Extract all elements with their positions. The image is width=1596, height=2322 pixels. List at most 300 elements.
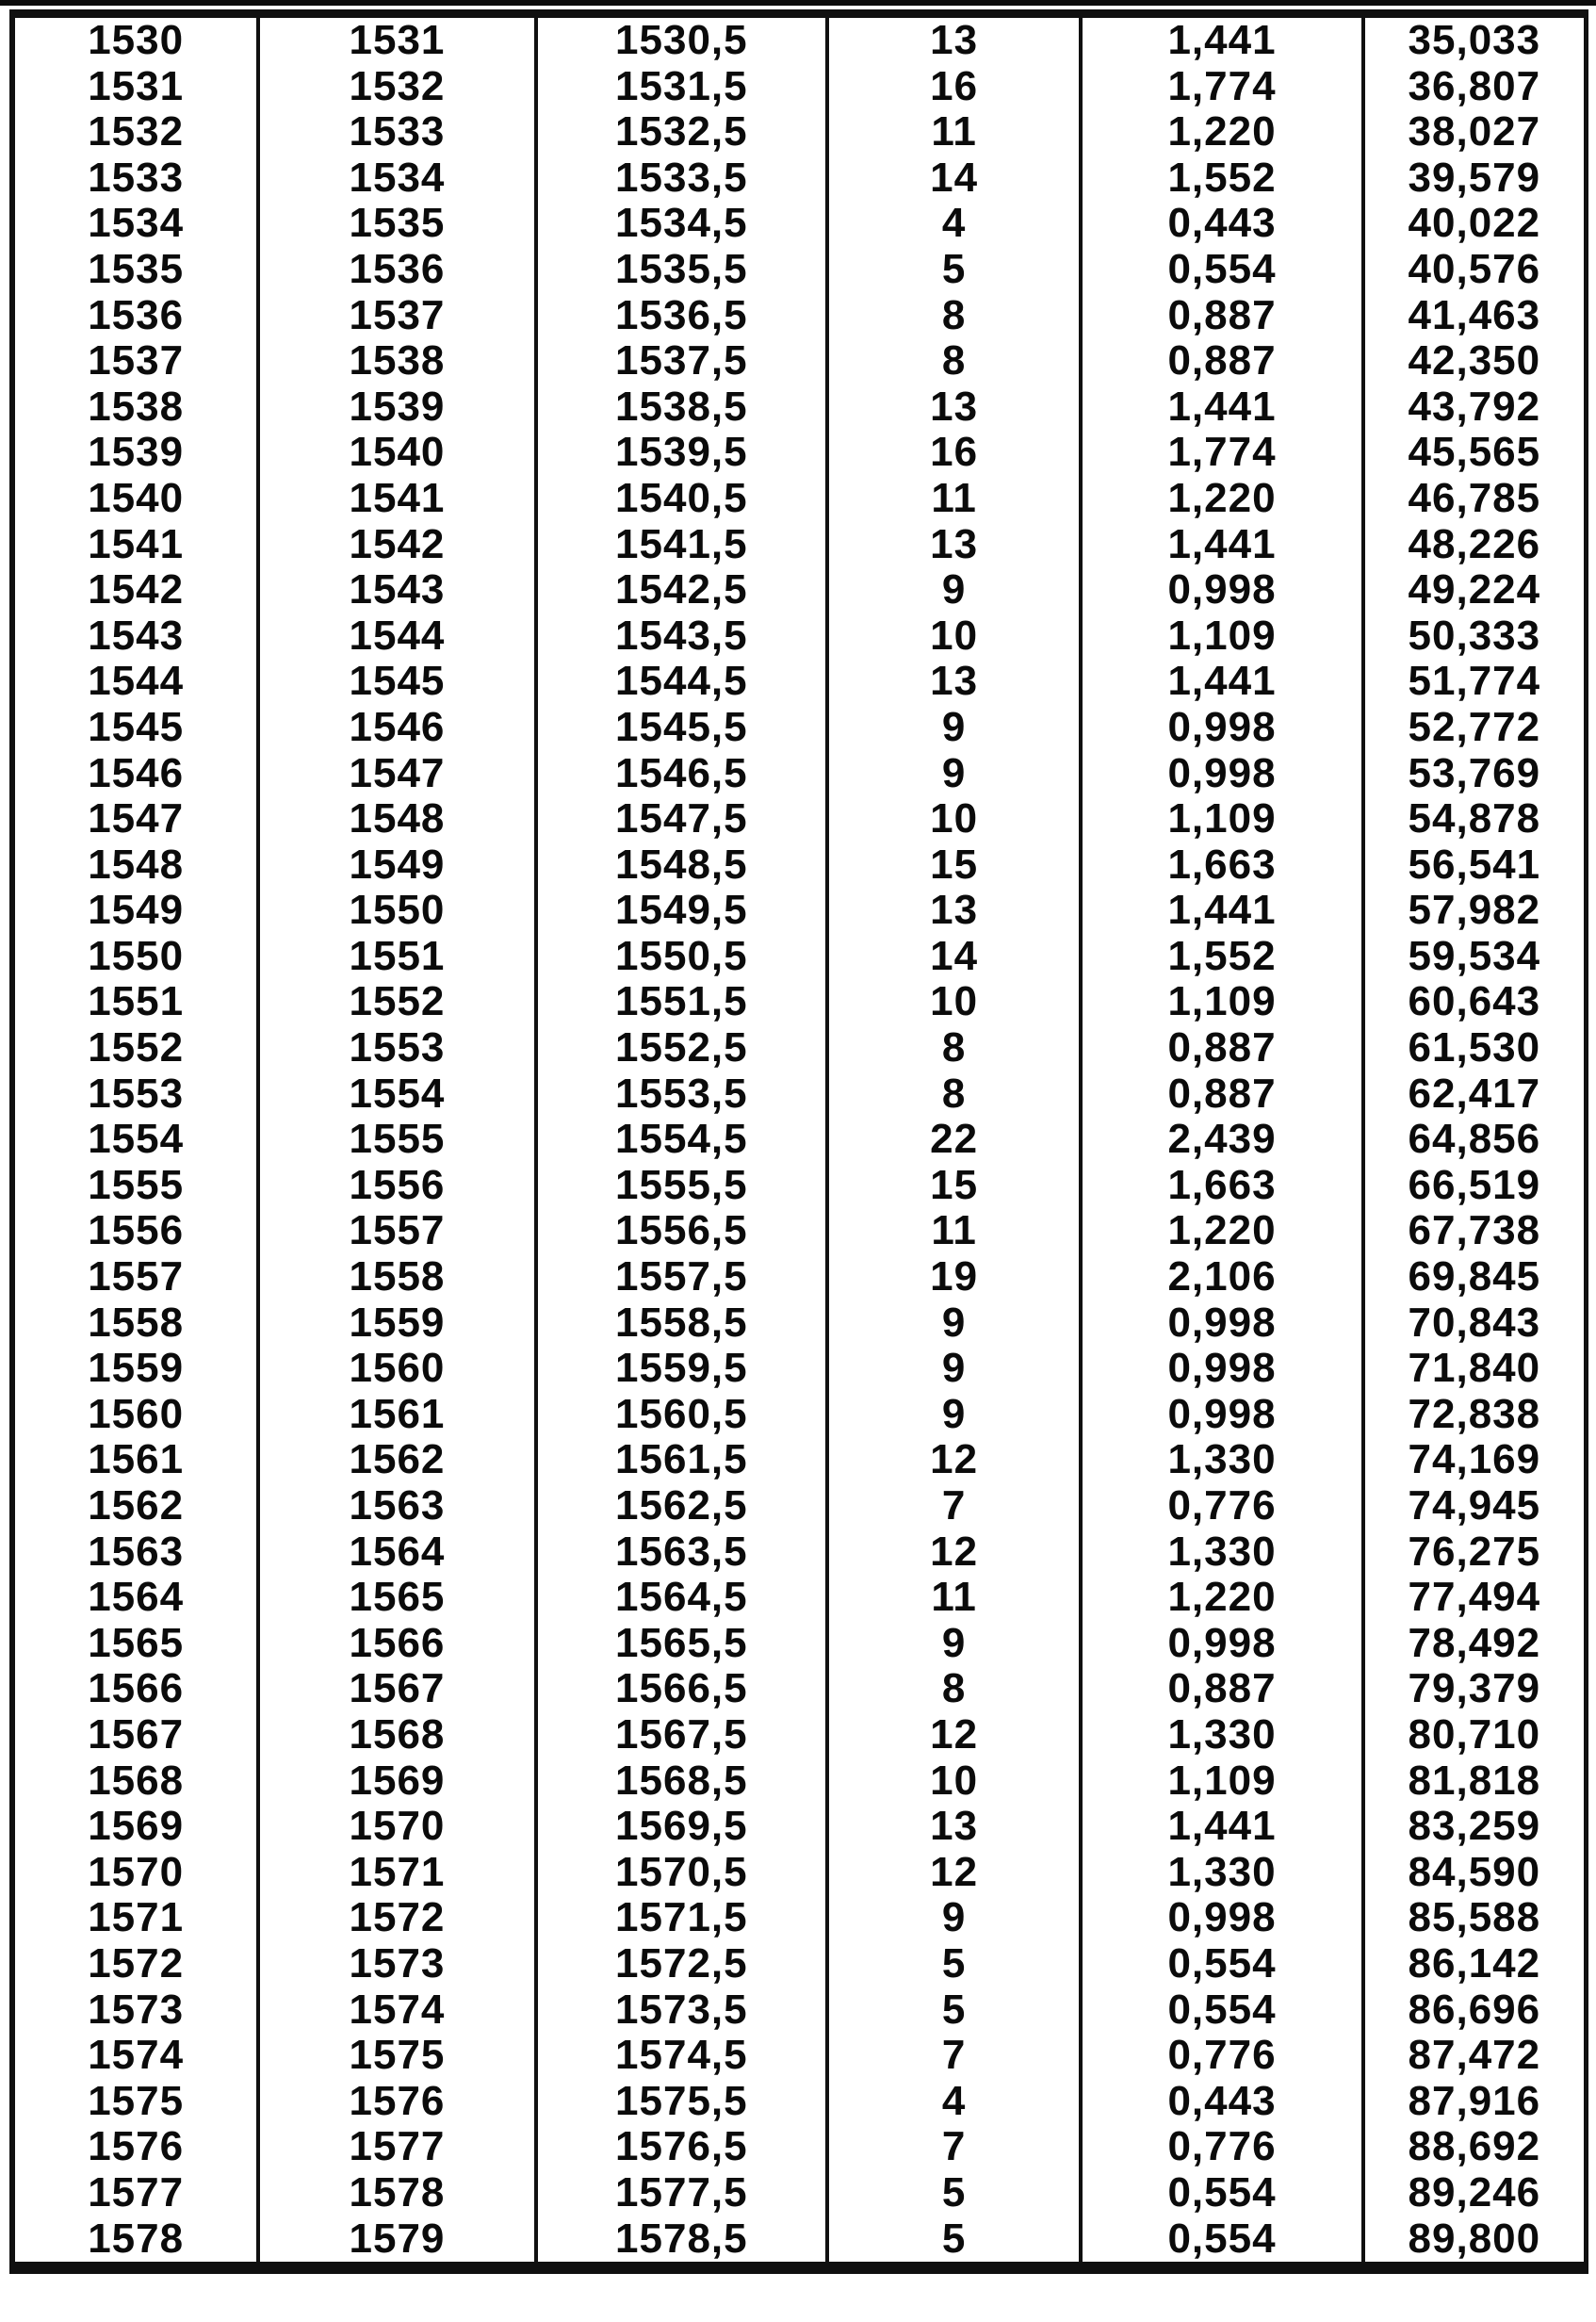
cell-frequency: 8 — [827, 338, 1081, 384]
cell-cumulative-percentage: 67,738 — [1408, 1208, 1541, 1254]
cell-cumulative-percentage: 56,541 — [1408, 842, 1541, 888]
cell-midpoint-year: 1566,5 — [536, 1666, 827, 1712]
cell-percentage: 1,109 — [1081, 796, 1362, 842]
cell-frequency: 10 — [827, 613, 1081, 660]
cell-period-start-year: 1551 — [15, 979, 258, 1025]
cell-period-start-year: 1560 — [15, 1392, 258, 1438]
cell-midpoint-year: 1553,5 — [536, 1071, 827, 1118]
cell-frequency: 13 — [827, 18, 1081, 64]
cell-period-end-year: 1542 — [258, 522, 535, 568]
cell-cumulative-percentage: 60,643 — [1408, 979, 1541, 1025]
cell-cumulative-percentage: 53,769 — [1408, 750, 1541, 796]
cell-midpoint-year: 1560,5 — [536, 1392, 827, 1438]
cell-frequency: 13 — [827, 659, 1081, 705]
cell-cumulative-percentage: 45,565 — [1408, 430, 1541, 476]
cell-cumulative-percentage: 88,692 — [1408, 2124, 1541, 2170]
cell-frequency: 8 — [827, 1025, 1081, 1071]
table-row — [15, 522, 1584, 568]
cell-period-start-year: 1547 — [15, 796, 258, 842]
cell-period-end-year: 1554 — [258, 1071, 535, 1118]
cell-percentage: 1,220 — [1081, 1208, 1362, 1254]
table-row — [15, 659, 1584, 705]
cell-period-start-year: 1535 — [15, 247, 258, 293]
cell-cumulative-percentage: 66,519 — [1408, 1162, 1541, 1208]
cell-frequency: 9 — [827, 1300, 1081, 1347]
table-body — [15, 18, 1584, 2262]
cell-percentage: 0,887 — [1081, 1666, 1362, 1712]
cell-cumulative-percentage: 86,142 — [1408, 1940, 1541, 1987]
cell-cumulative-percentage: 78,492 — [1408, 1620, 1541, 1666]
cell-period-start-year: 1571 — [15, 1895, 258, 1941]
cell-frequency: 13 — [827, 384, 1081, 431]
cell-period-start-year: 1557 — [15, 1254, 258, 1300]
cell-period-end-year: 1541 — [258, 476, 535, 522]
cell-frequency: 14 — [827, 934, 1081, 980]
cell-midpoint-year: 1531,5 — [536, 64, 827, 110]
cell-cumulative-percentage: 40,576 — [1408, 246, 1541, 292]
cell-frequency: 9 — [827, 1621, 1081, 1667]
cell-percentage: 1,441 — [1081, 659, 1362, 705]
scan-edge-artifact — [0, 0, 1596, 6]
cell-frequency: 8 — [827, 1666, 1081, 1712]
cell-midpoint-year: 1570,5 — [536, 1850, 827, 1896]
cell-frequency: 9 — [827, 1392, 1081, 1438]
cell-percentage: 1,774 — [1081, 64, 1362, 110]
cell-frequency: 11 — [827, 476, 1081, 522]
cell-cumulative-percentage: 89,246 — [1408, 2169, 1541, 2216]
cell-midpoint-year: 1550,5 — [536, 934, 827, 980]
cell-cumulative-percentage: 89,800 — [1408, 2216, 1541, 2262]
cell-percentage: 0,443 — [1081, 2079, 1362, 2125]
cell-percentage: 2,106 — [1081, 1254, 1362, 1300]
cell-cumulative-percentage: 46,785 — [1408, 475, 1541, 521]
cell-period-start-year: 1576 — [15, 2124, 258, 2170]
cell-midpoint-year: 1539,5 — [536, 430, 827, 476]
cell-percentage: 1,552 — [1081, 155, 1362, 202]
table-row — [15, 1941, 1584, 1987]
cell-period-end-year: 1568 — [258, 1712, 535, 1758]
cell-frequency: 4 — [827, 2079, 1081, 2125]
cell-period-end-year: 1571 — [258, 1850, 535, 1896]
cell-period-end-year: 1546 — [258, 705, 535, 751]
cell-period-start-year: 1562 — [15, 1483, 258, 1529]
cell-midpoint-year: 1532,5 — [536, 109, 827, 155]
cell-frequency: 16 — [827, 430, 1081, 476]
table-row — [15, 1529, 1584, 1576]
cell-period-start-year: 1568 — [15, 1758, 258, 1805]
cell-cumulative-percentage: 35,033 — [1408, 18, 1541, 63]
table-row — [15, 842, 1584, 889]
data-table-frame — [9, 9, 1588, 2274]
cell-period-start-year: 1543 — [15, 613, 258, 660]
cell-period-end-year: 1553 — [258, 1025, 535, 1071]
cell-midpoint-year: 1552,5 — [536, 1025, 827, 1071]
cell-period-start-year: 1545 — [15, 705, 258, 751]
cell-period-start-year: 1564 — [15, 1575, 258, 1621]
cell-period-end-year: 1560 — [258, 1346, 535, 1392]
table-row — [15, 1804, 1584, 1850]
cell-frequency: 4 — [827, 201, 1081, 247]
table-row — [15, 1621, 1584, 1667]
cell-frequency: 9 — [827, 567, 1081, 613]
cell-frequency: 14 — [827, 155, 1081, 202]
cell-period-end-year: 1538 — [258, 338, 535, 384]
cell-period-end-year: 1558 — [258, 1254, 535, 1300]
cell-period-end-year: 1557 — [258, 1208, 535, 1254]
cell-midpoint-year: 1564,5 — [536, 1575, 827, 1621]
table-row — [15, 18, 1584, 64]
cell-midpoint-year: 1563,5 — [536, 1529, 827, 1576]
cell-period-end-year: 1548 — [258, 796, 535, 842]
cell-period-end-year: 1563 — [258, 1483, 535, 1529]
cell-midpoint-year: 1543,5 — [536, 613, 827, 660]
cell-cumulative-percentage: 77,494 — [1408, 1575, 1541, 1621]
cell-midpoint-year: 1535,5 — [536, 247, 827, 293]
cell-percentage: 0,554 — [1081, 1941, 1362, 1987]
cell-period-start-year: 1572 — [15, 1941, 258, 1987]
cell-midpoint-year: 1554,5 — [536, 1117, 827, 1163]
cell-cumulative-percentage: 50,333 — [1408, 613, 1541, 659]
cell-period-end-year: 1559 — [258, 1300, 535, 1347]
cell-cumulative-percentage: 83,259 — [1408, 1804, 1541, 1850]
cell-cumulative-percentage: 80,710 — [1408, 1711, 1541, 1758]
cell-percentage: 0,776 — [1081, 1483, 1362, 1529]
cell-frequency: 5 — [827, 2170, 1081, 2216]
cell-period-end-year: 1577 — [258, 2124, 535, 2170]
frequency-table — [15, 18, 1584, 2262]
cell-period-start-year: 1533 — [15, 155, 258, 202]
table-row — [15, 1666, 1584, 1712]
table-row — [15, 109, 1584, 155]
cell-period-start-year: 1536 — [15, 293, 258, 339]
cell-period-start-year: 1540 — [15, 476, 258, 522]
cell-frequency: 13 — [827, 1804, 1081, 1850]
table-row — [15, 155, 1584, 202]
cell-cumulative-percentage: 38,027 — [1408, 109, 1541, 155]
cell-cumulative-percentage: 64,856 — [1408, 1117, 1541, 1163]
cell-period-start-year: 1548 — [15, 842, 258, 889]
cell-cumulative-percentage: 74,945 — [1408, 1483, 1541, 1529]
cell-percentage: 0,887 — [1081, 1025, 1362, 1071]
cell-frequency: 22 — [827, 1117, 1081, 1163]
cell-period-end-year: 1564 — [258, 1529, 535, 1576]
cell-percentage: 0,998 — [1081, 567, 1362, 613]
cell-frequency: 5 — [827, 1987, 1081, 2034]
cell-period-start-year: 1578 — [15, 2216, 258, 2263]
cell-period-start-year: 1561 — [15, 1437, 258, 1483]
cell-percentage: 1,109 — [1081, 979, 1362, 1025]
table-row — [15, 1850, 1584, 1896]
cell-frequency: 10 — [827, 1758, 1081, 1805]
cell-percentage: 1,330 — [1081, 1850, 1362, 1896]
cell-frequency: 12 — [827, 1712, 1081, 1758]
cell-period-end-year: 1561 — [258, 1392, 535, 1438]
cell-frequency: 5 — [827, 247, 1081, 293]
table-row — [15, 705, 1584, 751]
cell-period-start-year: 1563 — [15, 1529, 258, 1576]
cell-midpoint-year: 1562,5 — [536, 1483, 827, 1529]
cell-cumulative-percentage: 69,845 — [1408, 1254, 1541, 1300]
cell-period-start-year: 1573 — [15, 1987, 258, 2034]
table-row — [15, 888, 1584, 934]
cell-cumulative-percentage: 81,818 — [1408, 1758, 1541, 1804]
cell-percentage: 1,774 — [1081, 430, 1362, 476]
cell-period-end-year: 1574 — [258, 1987, 535, 2034]
table-row — [15, 1025, 1584, 1071]
cell-frequency: 9 — [827, 1895, 1081, 1941]
cell-percentage: 0,998 — [1081, 1895, 1362, 1941]
table-row — [15, 1575, 1584, 1621]
cell-period-end-year: 1556 — [258, 1163, 535, 1209]
cell-period-end-year: 1566 — [258, 1621, 535, 1667]
cell-frequency: 12 — [827, 1529, 1081, 1576]
cell-midpoint-year: 1558,5 — [536, 1300, 827, 1347]
cell-cumulative-percentage: 52,772 — [1408, 704, 1541, 750]
cell-percentage: 0,887 — [1081, 338, 1362, 384]
cell-midpoint-year: 1549,5 — [536, 888, 827, 934]
table-row — [15, 934, 1584, 980]
cell-midpoint-year: 1551,5 — [536, 979, 827, 1025]
cell-frequency: 15 — [827, 1163, 1081, 1209]
cell-cumulative-percentage: 48,226 — [1408, 521, 1541, 567]
cell-period-start-year: 1567 — [15, 1712, 258, 1758]
cell-period-start-year: 1554 — [15, 1117, 258, 1163]
cell-midpoint-year: 1557,5 — [536, 1254, 827, 1300]
cell-period-end-year: 1532 — [258, 64, 535, 110]
cell-cumulative-percentage: 41,463 — [1408, 292, 1541, 338]
cell-percentage: 0,776 — [1081, 2124, 1362, 2170]
cell-percentage: 1,441 — [1081, 888, 1362, 934]
cell-frequency: 9 — [827, 751, 1081, 797]
cell-midpoint-year: 1567,5 — [536, 1712, 827, 1758]
cell-frequency: 5 — [827, 2216, 1081, 2263]
cell-percentage: 0,887 — [1081, 293, 1362, 339]
cell-period-end-year: 1573 — [258, 1941, 535, 1987]
table-row — [15, 1712, 1584, 1758]
cell-period-start-year: 1542 — [15, 567, 258, 613]
cell-period-start-year: 1537 — [15, 338, 258, 384]
table-row — [15, 613, 1584, 660]
cell-period-start-year: 1539 — [15, 430, 258, 476]
cell-percentage: 1,552 — [1081, 934, 1362, 980]
cell-period-start-year: 1558 — [15, 1300, 258, 1347]
cell-cumulative-percentage: 79,379 — [1408, 1666, 1541, 1712]
cell-cumulative-percentage: 84,590 — [1408, 1849, 1541, 1895]
cell-period-end-year: 1578 — [258, 2170, 535, 2216]
cell-midpoint-year: 1548,5 — [536, 842, 827, 889]
cell-cumulative-percentage: 72,838 — [1408, 1391, 1541, 1437]
table-row — [15, 1254, 1584, 1300]
cell-cumulative-percentage: 39,579 — [1408, 155, 1541, 201]
cell-frequency: 15 — [827, 842, 1081, 889]
cell-midpoint-year: 1530,5 — [536, 18, 827, 64]
cell-period-start-year: 1575 — [15, 2079, 258, 2125]
cell-percentage: 0,998 — [1081, 1392, 1362, 1438]
table-row — [15, 2033, 1584, 2079]
cell-cumulative-percentage: 87,472 — [1408, 2033, 1541, 2079]
cell-cumulative-percentage: 74,169 — [1408, 1437, 1541, 1483]
cell-percentage: 1,220 — [1081, 109, 1362, 155]
cell-period-end-year: 1570 — [258, 1804, 535, 1850]
cell-percentage: 2,439 — [1081, 1117, 1362, 1163]
cell-period-start-year: 1550 — [15, 934, 258, 980]
cell-period-end-year: 1567 — [258, 1666, 535, 1712]
cell-percentage: 0,554 — [1081, 1987, 1362, 2034]
cell-cumulative-percentage: 43,792 — [1408, 384, 1541, 430]
cell-frequency: 5 — [827, 1941, 1081, 1987]
cell-period-start-year: 1556 — [15, 1208, 258, 1254]
cell-percentage: 1,330 — [1081, 1712, 1362, 1758]
table-row — [15, 1071, 1584, 1118]
cell-period-end-year: 1543 — [258, 567, 535, 613]
cell-percentage: 0,998 — [1081, 751, 1362, 797]
cell-period-start-year: 1530 — [15, 18, 258, 64]
cell-midpoint-year: 1574,5 — [536, 2033, 827, 2079]
table-row — [15, 201, 1584, 247]
cell-period-end-year: 1540 — [258, 430, 535, 476]
cell-percentage: 1,220 — [1081, 476, 1362, 522]
table-row — [15, 293, 1584, 339]
table-row — [15, 751, 1584, 797]
cell-period-start-year: 1570 — [15, 1850, 258, 1896]
cell-frequency: 12 — [827, 1850, 1081, 1896]
table-row — [15, 1117, 1584, 1163]
cell-cumulative-percentage: 57,982 — [1408, 888, 1541, 934]
cell-period-start-year: 1559 — [15, 1346, 258, 1392]
cell-frequency: 10 — [827, 979, 1081, 1025]
table-row — [15, 476, 1584, 522]
cell-midpoint-year: 1544,5 — [536, 659, 827, 705]
cell-period-start-year: 1569 — [15, 1804, 258, 1850]
table-row — [15, 1758, 1584, 1805]
cell-midpoint-year: 1576,5 — [536, 2124, 827, 2170]
cell-midpoint-year: 1572,5 — [536, 1941, 827, 1987]
cell-cumulative-percentage: 36,807 — [1408, 63, 1541, 109]
cell-frequency: 9 — [827, 705, 1081, 751]
cell-period-end-year: 1555 — [258, 1117, 535, 1163]
cell-period-end-year: 1575 — [258, 2033, 535, 2079]
cell-period-start-year: 1538 — [15, 384, 258, 431]
cell-midpoint-year: 1571,5 — [536, 1895, 827, 1941]
cell-frequency: 8 — [827, 1071, 1081, 1118]
cell-frequency: 13 — [827, 888, 1081, 934]
table-row — [15, 1987, 1584, 2034]
cell-cumulative-percentage: 87,916 — [1408, 2078, 1541, 2124]
cell-frequency: 11 — [827, 109, 1081, 155]
cell-frequency: 12 — [827, 1437, 1081, 1483]
cell-period-start-year: 1565 — [15, 1621, 258, 1667]
cell-percentage: 0,554 — [1081, 2170, 1362, 2216]
cell-midpoint-year: 1534,5 — [536, 201, 827, 247]
cell-percentage: 0,998 — [1081, 1346, 1362, 1392]
cell-midpoint-year: 1568,5 — [536, 1758, 827, 1805]
cell-midpoint-year: 1546,5 — [536, 751, 827, 797]
cell-midpoint-year: 1578,5 — [536, 2216, 827, 2263]
cell-percentage: 1,441 — [1081, 384, 1362, 431]
cell-midpoint-year: 1541,5 — [536, 522, 827, 568]
cell-percentage: 0,443 — [1081, 201, 1362, 247]
cell-midpoint-year: 1575,5 — [536, 2079, 827, 2125]
cell-percentage: 0,776 — [1081, 2033, 1362, 2079]
cell-period-start-year: 1566 — [15, 1666, 258, 1712]
cell-period-start-year: 1546 — [15, 751, 258, 797]
cell-midpoint-year: 1538,5 — [536, 384, 827, 431]
cell-period-end-year: 1531 — [258, 18, 535, 64]
cell-period-end-year: 1562 — [258, 1437, 535, 1483]
cell-period-end-year: 1547 — [258, 751, 535, 797]
cell-midpoint-year: 1577,5 — [536, 2170, 827, 2216]
cell-percentage: 1,663 — [1081, 1163, 1362, 1209]
table-row — [15, 2170, 1584, 2216]
cell-cumulative-percentage: 40,022 — [1408, 201, 1541, 247]
cell-percentage: 0,998 — [1081, 1621, 1362, 1667]
table-row — [15, 1895, 1584, 1941]
table-row — [15, 338, 1584, 384]
cell-period-end-year: 1579 — [258, 2216, 535, 2263]
cell-cumulative-percentage: 71,840 — [1408, 1346, 1541, 1392]
cell-period-end-year: 1551 — [258, 934, 535, 980]
table-row — [15, 247, 1584, 293]
cell-period-end-year: 1539 — [258, 384, 535, 431]
cell-cumulative-percentage: 62,417 — [1408, 1071, 1541, 1117]
cell-midpoint-year: 1569,5 — [536, 1804, 827, 1850]
cell-midpoint-year: 1561,5 — [536, 1437, 827, 1483]
cell-cumulative-percentage: 59,534 — [1408, 933, 1541, 979]
table-row — [15, 1483, 1584, 1529]
cell-frequency: 11 — [827, 1575, 1081, 1621]
cell-period-end-year: 1565 — [258, 1575, 535, 1621]
cell-period-end-year: 1536 — [258, 247, 535, 293]
cell-frequency: 11 — [827, 1208, 1081, 1254]
cell-period-start-year: 1532 — [15, 109, 258, 155]
cell-period-end-year: 1533 — [258, 109, 535, 155]
table-row — [15, 2079, 1584, 2125]
cell-percentage: 1,330 — [1081, 1437, 1362, 1483]
cell-midpoint-year: 1540,5 — [536, 476, 827, 522]
table-row — [15, 2124, 1584, 2170]
cell-period-end-year: 1534 — [258, 155, 535, 202]
cell-percentage: 1,441 — [1081, 522, 1362, 568]
cell-period-end-year: 1572 — [258, 1895, 535, 1941]
cell-period-start-year: 1577 — [15, 2170, 258, 2216]
cell-midpoint-year: 1545,5 — [536, 705, 827, 751]
cell-cumulative-percentage: 85,588 — [1408, 1895, 1541, 1941]
cell-midpoint-year: 1573,5 — [536, 1987, 827, 2034]
cell-period-start-year: 1549 — [15, 888, 258, 934]
cell-percentage: 1,663 — [1081, 842, 1362, 889]
table-row — [15, 1300, 1584, 1347]
cell-period-start-year: 1574 — [15, 2033, 258, 2079]
cell-percentage: 0,998 — [1081, 705, 1362, 751]
cell-midpoint-year: 1555,5 — [536, 1163, 827, 1209]
cell-period-end-year: 1535 — [258, 201, 535, 247]
cell-period-end-year: 1552 — [258, 979, 535, 1025]
cell-period-end-year: 1545 — [258, 659, 535, 705]
cell-period-start-year: 1544 — [15, 659, 258, 705]
cell-frequency: 10 — [827, 796, 1081, 842]
cell-percentage: 1,441 — [1081, 1804, 1362, 1850]
cell-percentage: 1,109 — [1081, 613, 1362, 660]
cell-midpoint-year: 1565,5 — [536, 1621, 827, 1667]
cell-cumulative-percentage: 51,774 — [1408, 659, 1541, 705]
cell-percentage: 0,554 — [1081, 2216, 1362, 2263]
cell-midpoint-year: 1547,5 — [536, 796, 827, 842]
table-row — [15, 384, 1584, 431]
cell-period-end-year: 1550 — [258, 888, 535, 934]
cell-midpoint-year: 1536,5 — [536, 293, 827, 339]
cell-midpoint-year: 1537,5 — [536, 338, 827, 384]
table-row — [15, 979, 1584, 1025]
